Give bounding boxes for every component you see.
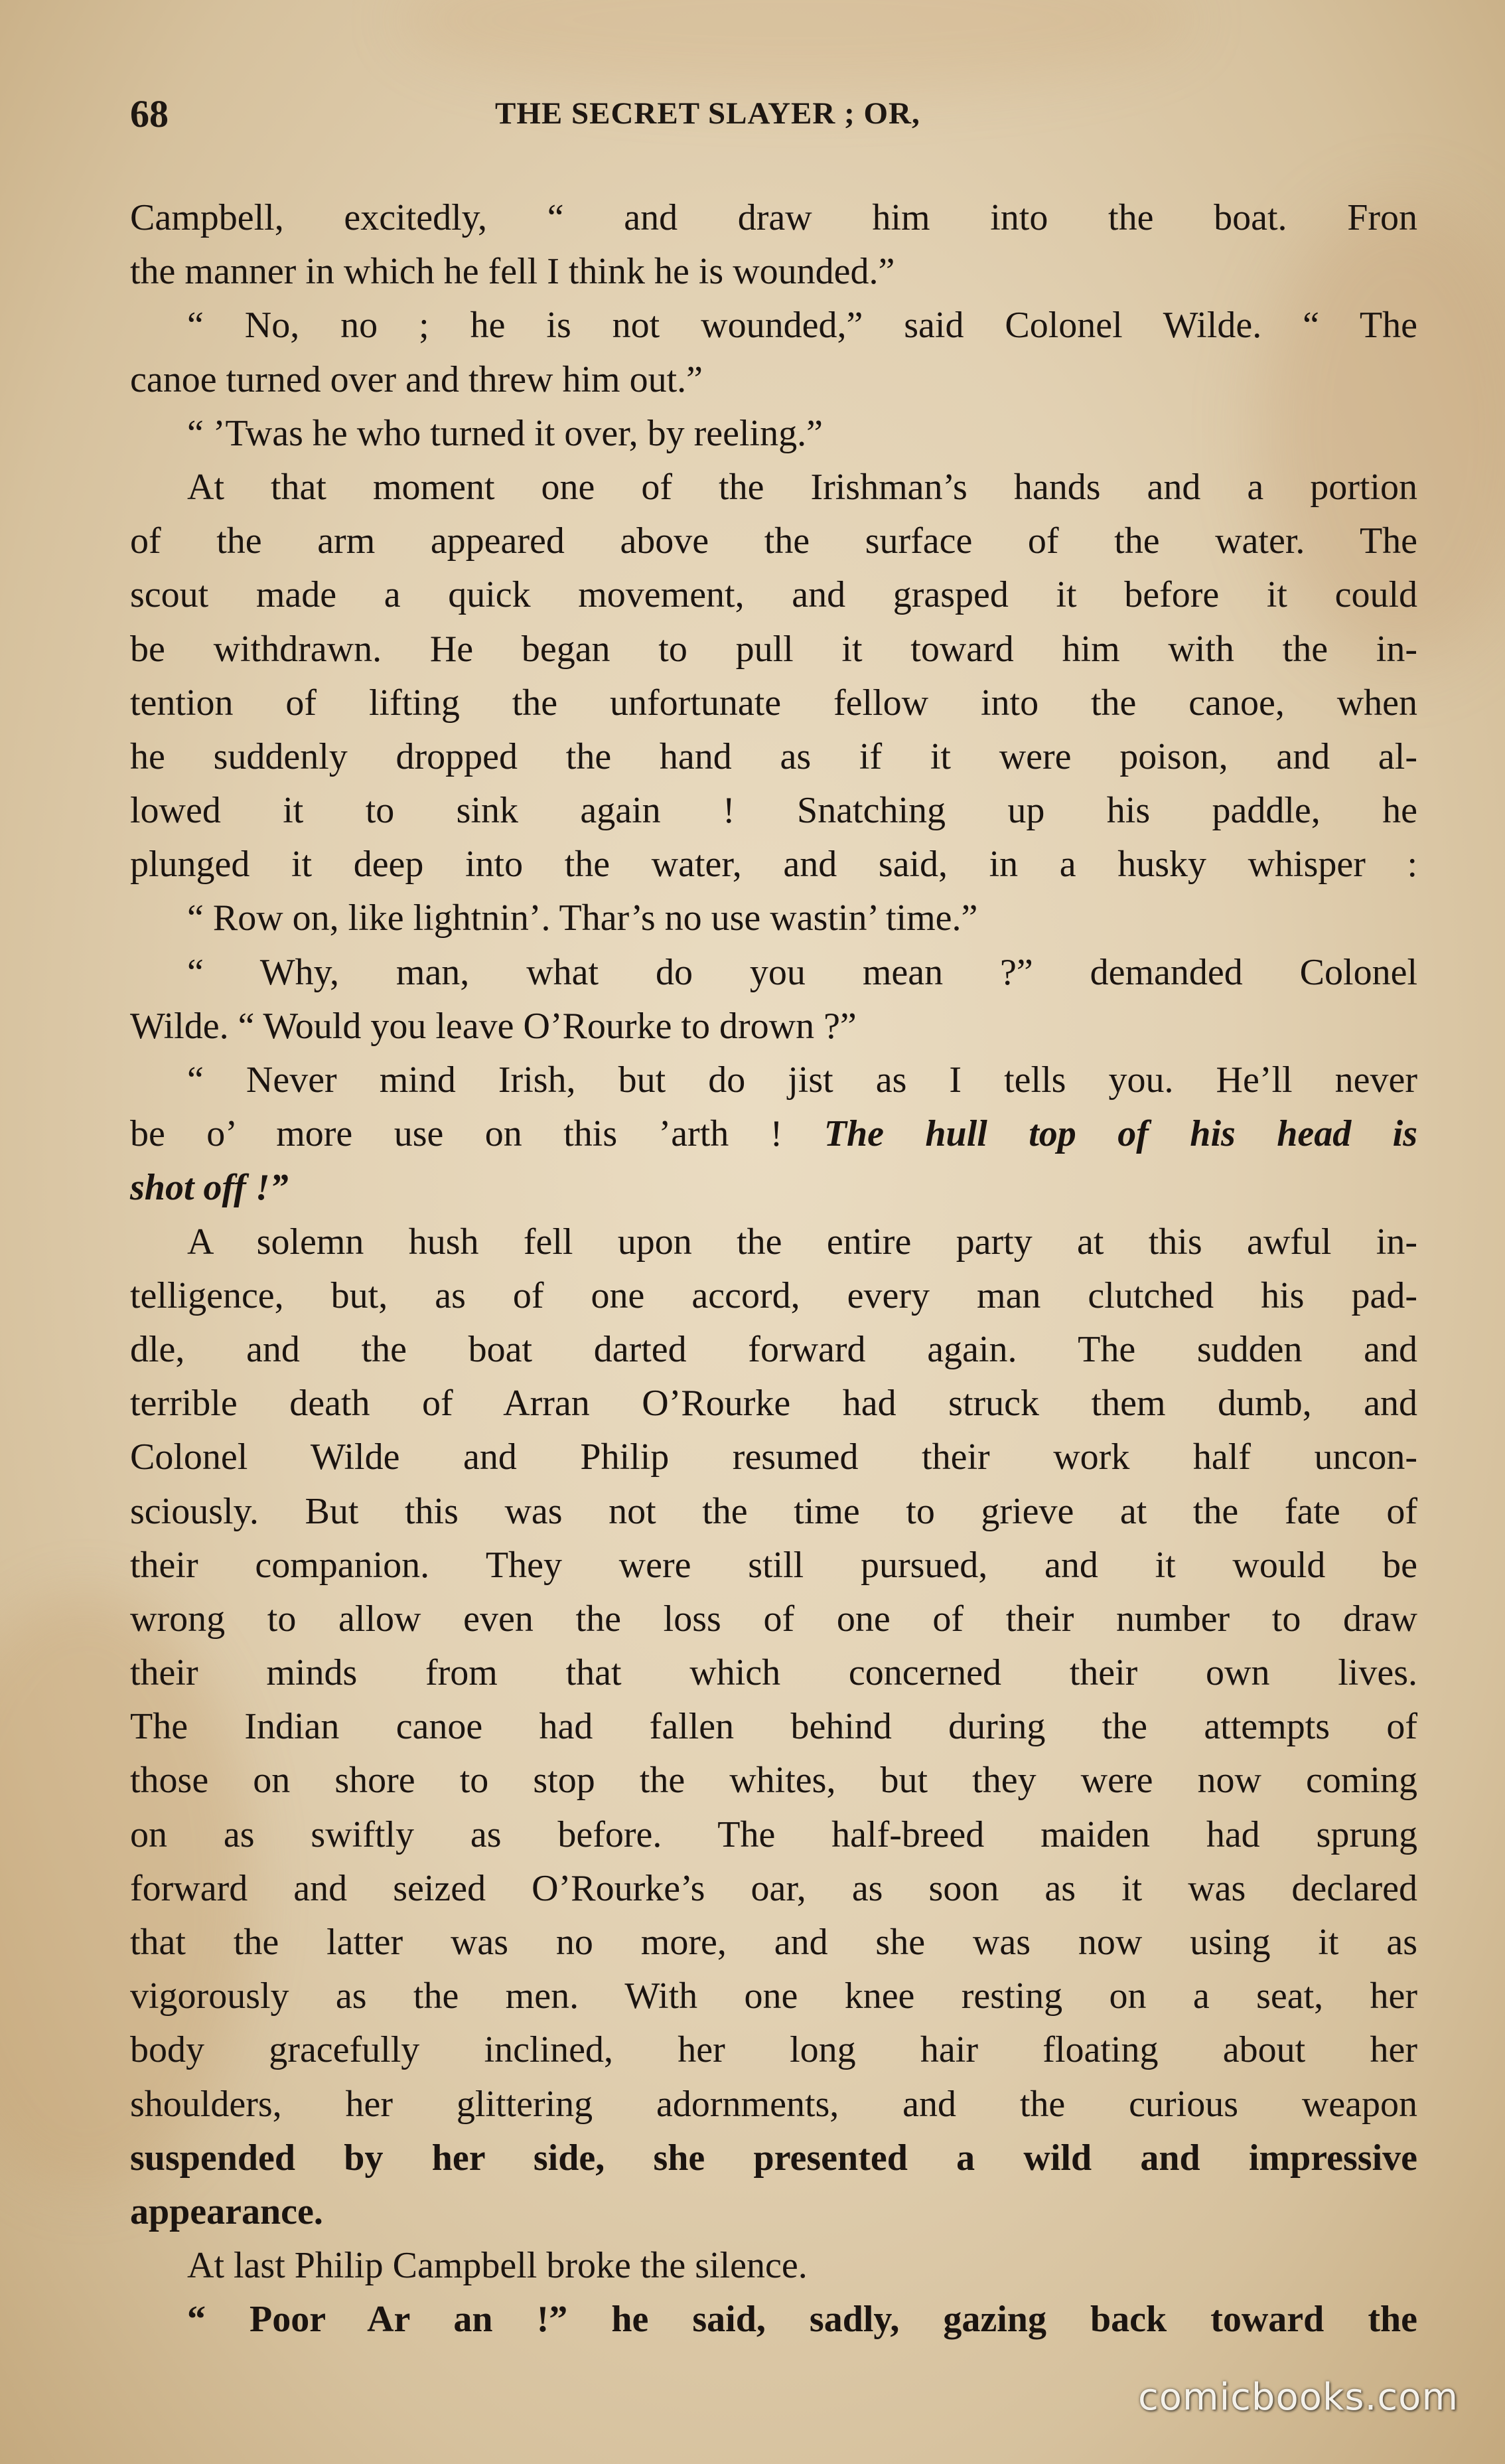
text-line-content: Campbell, excitedly, “ and draw him into the boat. Fron — [130, 197, 1417, 238]
text-line — [130, 407, 1417, 461]
text-line — [130, 1969, 1417, 2023]
text-line-content: dle, and the boat darted forward again. The sudden and — [130, 1328, 1417, 1370]
text-line-content: “ Row on, like lightnin’. Thar’s no use wastin’ time.” — [187, 897, 978, 939]
text-line — [130, 245, 1417, 299]
text-line — [130, 891, 1417, 945]
text-line-content: appearance. — [130, 2191, 323, 2232]
text-line-content: body gracefully inclined, her long hair floating about her — [130, 2029, 1417, 2071]
text-line-content: Wilde. “ Would you leave O’Rourke to drown ?” — [130, 1005, 857, 1047]
text-line — [130, 1377, 1417, 1430]
text-line-content: sciously. But this was not the time to grieve at the fate of — [130, 1490, 1417, 1532]
text-line — [130, 676, 1417, 730]
text-line-content: At that moment one of the Irishman’s hands and a portion — [187, 466, 1417, 508]
text-line — [130, 784, 1417, 838]
text-line-content: lowed it to sink again ! Snatching up his paddle, he — [130, 790, 1417, 832]
text-line — [130, 1700, 1417, 1754]
text-line-content: terrible death of Arran O’Rourke had struck them dumb, and — [130, 1383, 1417, 1424]
text-line — [130, 1592, 1417, 1646]
text-line — [130, 1161, 1417, 1215]
text-line — [130, 1323, 1417, 1377]
text-line-content: “ Poor Ar an !” he said, sadly, gazing back toward the — [187, 2299, 1417, 2341]
text-line — [130, 1862, 1417, 1916]
text-line-content: on as swiftly as before. The half-breed maiden had sprung — [130, 1813, 1417, 1855]
text-line-content: “ Never mind Irish, but do jist as I tells you. He’ll never — [187, 1059, 1417, 1101]
text-line-content: of the arm appeared above the surface of the water. The — [130, 520, 1417, 562]
text-line — [130, 568, 1417, 622]
text-line — [130, 2078, 1417, 2131]
text-line — [130, 730, 1417, 784]
text-line — [130, 2023, 1417, 2077]
text-line — [130, 1269, 1417, 1323]
text-line — [130, 2239, 1417, 2293]
page-number: 68 — [130, 92, 169, 135]
text-line — [130, 1107, 1417, 1161]
text-line — [130, 1053, 1417, 1107]
text-line-content: suspended by her side, she presented a wild and impressive — [130, 2137, 1417, 2179]
italic-emphasis: shot off !” — [130, 1167, 289, 1209]
text-line-content: canoe turned over and threw him out.” — [130, 358, 703, 400]
text-line-content: wrong to allow even the loss of one of their number to draw — [130, 1598, 1417, 1640]
text-line — [130, 353, 1417, 407]
text-line-content: The Indian canoe had fallen behind during the attempts of — [130, 1706, 1417, 1748]
text-line — [130, 1808, 1417, 1862]
text-line — [130, 1215, 1417, 1269]
text-line-content: vigorously as the men. With one knee resting on a seat, her — [130, 1975, 1417, 2017]
text-line — [130, 191, 1417, 245]
text-line — [130, 1916, 1417, 1969]
text-line — [130, 1539, 1417, 1592]
text-line — [130, 2131, 1417, 2185]
text-line — [130, 299, 1417, 352]
text-line — [130, 946, 1417, 1000]
text-line-content: scout made a quick movement, and grasped it before it could — [130, 574, 1417, 616]
text-line — [130, 623, 1417, 676]
text-line-content: plunged it deep into the water, and said, in a husky whisper : — [130, 844, 1417, 886]
italic-emphasis: The hull top of his head is — [824, 1113, 1418, 1155]
text-line — [130, 838, 1417, 891]
text-line — [130, 1646, 1417, 1700]
text-line-content: “ Why, man, what do you mean ?” demanded Colonel — [187, 951, 1417, 993]
text-line — [130, 514, 1417, 568]
text-line-content: telligence, but, as of one accord, every man clutched his pad- — [130, 1274, 1417, 1316]
text-line-content: that the latter was no more, and she was now using it as — [130, 1922, 1417, 1963]
text-line-content: “ ’Twas he who turned it over, by reeling.” — [187, 412, 823, 454]
text-line-content: the manner in which he fell I think he is wounded.” — [130, 251, 895, 293]
text-line — [130, 1485, 1417, 1539]
text-line-content: be withdrawn. He began to pull it toward him with the in- — [130, 628, 1417, 670]
text-line-content: their minds from that which concerned their own lives. — [130, 1652, 1417, 1694]
text-line — [130, 1000, 1417, 1053]
text-line — [130, 1430, 1417, 1484]
body-text — [130, 191, 1417, 2347]
text-line-content: be o’ more use on this ’arth ! — [130, 1113, 783, 1155]
paper-stain — [398, 0, 1194, 93]
text-line — [130, 461, 1417, 514]
running-head: THE SECRET SLAYER ; OR, — [495, 96, 920, 131]
text-line — [130, 1754, 1417, 1808]
text-line — [130, 2185, 1417, 2239]
text-line-content: tention of lifting the unfortunate fellow into the canoe, when — [130, 682, 1417, 724]
text-line-content: “ No, no ; he is not wounded,” said Colonel Wilde. “ The — [187, 305, 1417, 346]
text-line-content: Colonel Wilde and Philip resumed their work half uncon- — [130, 1436, 1417, 1478]
text-line — [130, 2293, 1417, 2347]
watermark: comicbooks.com — [1137, 2376, 1459, 2419]
text-line-content: their companion. They were still pursued, and it would be — [130, 1544, 1417, 1586]
page-header — [130, 92, 1417, 138]
text-line-content: At last Philip Campbell broke the silence. — [187, 2245, 808, 2287]
text-line-content: those on shore to stop the whites, but they were now coming — [130, 1760, 1417, 1802]
text-line-content: he suddenly dropped the hand as if it were poison, and al- — [130, 735, 1417, 777]
text-line-content: shoulders, her glittering adornments, and the curious weapon — [130, 2083, 1417, 2125]
text-line-content: forward and seized O’Rourke’s oar, as soon as it was declared — [130, 1867, 1417, 1909]
text-line-content: A solemn hush fell upon the entire party at this awful in- — [187, 1221, 1417, 1263]
